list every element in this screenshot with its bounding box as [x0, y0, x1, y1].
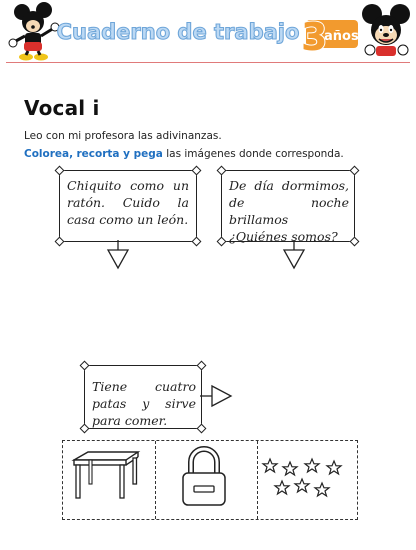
- instruction-line-1: Leo con mi profesora las adivinanzas.: [24, 130, 222, 142]
- mickey-mascot-right-icon: [360, 2, 412, 62]
- age-badge: [286, 10, 360, 59]
- padlock-icon: [180, 446, 228, 508]
- riddle-box-3: [84, 365, 202, 429]
- page-title: Vocal i: [24, 96, 100, 120]
- svg-text:Cuaderno de trabajo: Cuaderno de trabajo: [56, 20, 300, 44]
- page-header: [0, 0, 416, 64]
- riddle-text-3: Tiene cuatro patas y sirve para comer.: [92, 379, 196, 428]
- riddle-text-1: Chiquito como un ratón. Cuido la casa como un león.: [67, 178, 189, 227]
- header-divider: [6, 62, 410, 63]
- arrow-down-icon: [282, 240, 306, 270]
- instruction-line-2: [24, 148, 344, 160]
- arrow-right-icon: [200, 384, 234, 408]
- arrow-down-icon: [106, 240, 130, 270]
- riddle-box-2: [221, 170, 355, 242]
- age-label: años: [324, 29, 359, 44]
- mickey-mascot-left-icon: [8, 2, 60, 62]
- riddle-box-1: [59, 170, 197, 242]
- header-title: [56, 8, 300, 52]
- stars-icon: [260, 456, 346, 500]
- table-icon: [70, 450, 142, 500]
- age-number: 3: [301, 15, 328, 59]
- instruction-highlight-recorta: recorta y pega: [76, 148, 163, 160]
- instruction-highlight-colorea: Colorea,: [24, 148, 74, 160]
- riddle-text-2: De día dormimos, de noche brillamos ¿Quiénes somos?: [229, 178, 349, 244]
- instruction-rest: las imágenes donde corresponda.: [166, 148, 344, 160]
